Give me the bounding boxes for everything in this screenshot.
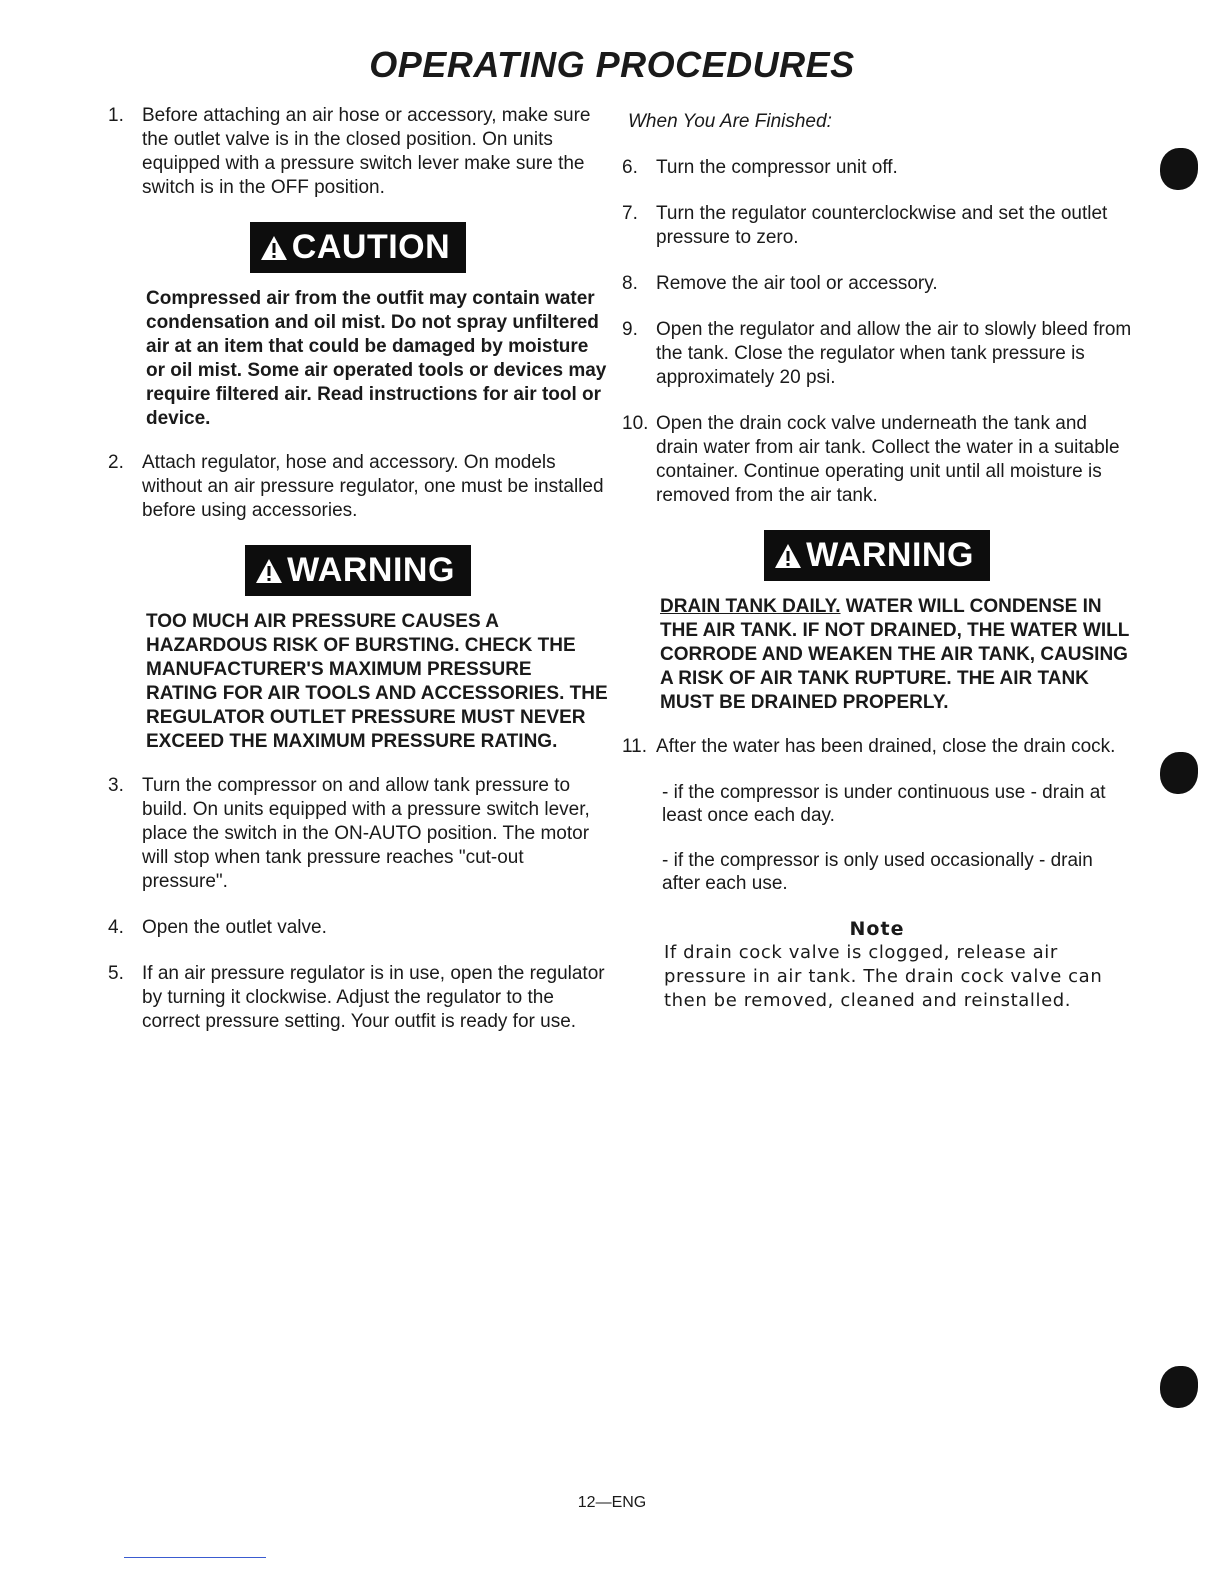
step-number: 2. [108, 452, 124, 473]
warning-lead: DRAIN TANK DAILY. [660, 596, 841, 617]
warning-badge [245, 545, 471, 596]
sub-item-continuous: - if the compressor is under continuous use - drain at least once each day. [662, 782, 1106, 826]
step-8 [622, 272, 1132, 296]
caution-text: Compressed air from the outfit may contain water condensation and oil mist. Do not spray unfiltered air at an item that could be damaged by moisture or oil mist. Some air operated tools or devices may require filtered air. Read instructions for air tool or device. [146, 288, 607, 429]
caution-label: CAUTION [291, 228, 451, 266]
step-7 [622, 202, 1132, 250]
note-text: If drain cock valve is clogged, release air pressure in air tank. The drain cock valve can then be removed, cleaned and reinstalled. [664, 942, 1103, 1011]
warning-text: TOO MUCH AIR PRESSURE CAUSES A HAZARDOUS RISK OF BURSTING. CHECK THE MANUFACTURER'S MAXIMUM PRESSURE RATING FOR AIR TOOLS AND ACCESSORIES. THE REGULATOR OUTLET PRESSURE MUST NEVER EXCEED THE MAXIMUM PRESSURE RATING. [146, 611, 608, 752]
step-number: 9. [622, 319, 638, 340]
step-number: 1. [108, 105, 124, 126]
step-number: 7. [622, 203, 638, 224]
footer-rule [124, 1557, 266, 1558]
warning-triangle-icon [774, 543, 802, 569]
step-number: 6. [622, 157, 638, 178]
step-9 [622, 318, 1132, 390]
warning-triangle-icon [260, 235, 288, 261]
sub-item-occasional: - if the compressor is only used occasionally - drain after each use. [662, 850, 1093, 894]
step-text: Turn the compressor unit off. [656, 157, 898, 178]
warning-label: WARNING [806, 536, 974, 574]
step-text: Before attaching an air hose or accessory, make sure the outlet valve is in the closed position. On units equipped with a pressure switch lever make sure the switch is in the OFF position. [142, 105, 591, 198]
step-text: Turn the regulator counterclockwise and set the outlet pressure to zero. [656, 203, 1108, 248]
step-text: Open the outlet valve. [142, 917, 327, 938]
step-text: Turn the compressor on and allow tank pressure to build. On units equipped with a pressure switch lever, place the switch in the ON-AUTO position. The motor will stop when tank pressure reaches "cut-out pressure". [142, 775, 590, 892]
step-number: 5. [108, 963, 124, 984]
step-3 [108, 774, 608, 894]
step-6 [622, 156, 1132, 180]
punch-hole-mark [1160, 148, 1198, 190]
step-2 [108, 451, 608, 523]
right-column [622, 104, 1132, 1013]
step-number: 8. [622, 273, 638, 294]
step-number: 4. [108, 917, 124, 938]
step-text: Attach regulator, hose and accessory. On models without an air pressure regulator, one must be installed before using accessories. [142, 452, 604, 521]
step-4 [108, 916, 608, 940]
step-text: If an air pressure regulator is in use, open the regulator by turning it clockwise. Adjust the regulator to the correct pressure setting. Your outfit is ready for use. [142, 963, 605, 1032]
page-title: OPERATING PROCEDURES [369, 44, 855, 85]
step-1 [108, 104, 608, 200]
step-text: Open the drain cock valve underneath the tank and drain water from air tank. Collect the water in a suitable container. Continue operating unit until all moisture is removed from the air tank. [656, 413, 1120, 506]
warning-body: WATER WILL CONDENSE IN THE AIR TANK. IF NOT DRAINED, THE WATER WILL CORRODE AND WEAKEN THE AIR TANK, CAUSING A RISK OF AIR TANK RUPTURE. THE AIR TANK MUST BE DRAINED PROPERLY. [660, 596, 1129, 713]
warning-triangle-icon [255, 558, 283, 584]
step-10 [622, 412, 1132, 508]
caution-badge [250, 222, 466, 273]
warning-text [660, 595, 1132, 715]
step-number: 3. [108, 775, 124, 796]
step-5 [108, 962, 608, 1034]
note-title: Note [849, 918, 905, 940]
warning-badge-wrap [108, 545, 608, 596]
warning-label: WARNING [287, 551, 455, 589]
punch-hole-mark [1160, 752, 1198, 794]
warning-badge [764, 530, 990, 581]
caution-badge-wrap [108, 222, 608, 273]
step-text: Open the regulator and allow the air to slowly bleed from the tank. Close the regulator when tank pressure is approximately 20 psi. [656, 319, 1132, 388]
page-footer: 12—ENG [577, 1494, 647, 1511]
section-heading: When You Are Finished: [628, 111, 832, 132]
warning-badge-wrap [622, 530, 1132, 581]
step-number: 11. [622, 736, 648, 757]
step-number: 10. [622, 413, 649, 434]
step-text: After the water has been drained, close the drain cock. [656, 736, 1116, 757]
punch-hole-mark [1160, 1366, 1198, 1408]
left-column [108, 104, 608, 1056]
step-text: Remove the air tool or accessory. [656, 273, 938, 294]
step-11 [622, 735, 1132, 759]
